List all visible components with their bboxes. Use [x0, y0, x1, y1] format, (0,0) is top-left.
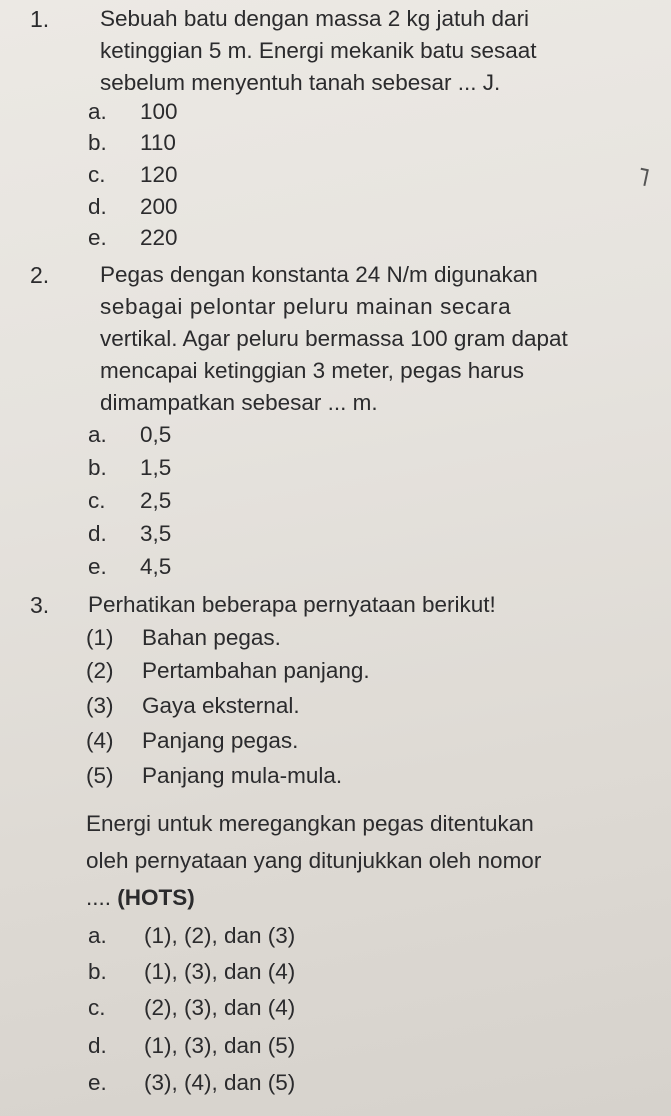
question-intro: Perhatikan beberapa pernyataan berikut! — [88, 592, 496, 617]
answer-option-d[interactable] — [88, 191, 178, 223]
option-letter: d. — [88, 521, 107, 546]
statement-item — [86, 760, 342, 792]
option-letter: c. — [88, 162, 106, 187]
option-text: 110 — [140, 130, 176, 155]
option-text: 0,5 — [140, 422, 172, 447]
answer-option-a[interactable] — [88, 920, 295, 952]
statement-number: (1) — [86, 625, 114, 650]
option-text: 1,5 — [140, 455, 172, 480]
answer-option-b[interactable] — [88, 956, 295, 988]
answer-option-d[interactable] — [88, 1030, 295, 1062]
option-text: 100 — [140, 99, 178, 124]
question-text-line: sebelum menyentuh tanah sebesar ... J. — [100, 70, 501, 95]
answer-option-a[interactable] — [88, 96, 178, 128]
answer-option-e[interactable] — [88, 1067, 295, 1099]
option-text: (2), (3), dan (4) — [144, 995, 296, 1020]
pen-mark — [643, 170, 648, 186]
option-text: 120 — [140, 162, 178, 187]
option-text: 220 — [140, 225, 178, 250]
statement-item — [86, 725, 298, 757]
statement-number: (2) — [86, 658, 114, 683]
option-letter: e. — [88, 225, 107, 250]
option-letter: e. — [88, 1070, 107, 1095]
option-letter: a. — [88, 923, 107, 948]
statement-item — [86, 622, 281, 654]
statement-item — [86, 655, 370, 687]
option-text: 2,5 — [140, 488, 172, 513]
option-letter: e. — [88, 554, 107, 579]
option-letter: b. — [88, 130, 107, 155]
option-letter: d. — [88, 1033, 107, 1058]
question-text-line: mencapai ketinggian 3 meter, pegas harus — [100, 358, 525, 383]
answer-option-e[interactable] — [88, 222, 178, 254]
statement-text: Pertambahan panjang. — [142, 658, 370, 683]
ellipsis: .... — [86, 885, 112, 910]
question-text-line: dimampatkan sebesar ... m. — [100, 390, 378, 415]
question-number: 2. — [30, 262, 50, 288]
answer-option-a[interactable] — [88, 419, 171, 451]
option-text: 200 — [140, 194, 178, 219]
option-text: (1), (2), dan (3) — [144, 923, 296, 948]
question-text-line: oleh pernyataan yang ditunjukkan oleh nomor — [86, 848, 542, 873]
question-text-line: ketinggian 5 m. Energi mekanik batu sesaat — [100, 38, 537, 63]
answer-option-c[interactable] — [88, 159, 178, 191]
option-letter: d. — [88, 194, 107, 219]
option-text: 3,5 — [140, 521, 172, 546]
hots-tag: (HOTS) — [117, 885, 195, 910]
question-text-line — [86, 882, 195, 914]
option-letter: a. — [88, 99, 107, 124]
answer-option-c[interactable] — [88, 485, 171, 517]
question-number: 1. — [30, 6, 50, 32]
question-text-line: Sebuah batu dengan massa 2 kg jatuh dari — [100, 6, 530, 31]
answer-option-e[interactable] — [88, 551, 171, 583]
statement-number: (5) — [86, 763, 114, 788]
statement-text: Panjang pegas. — [142, 728, 299, 753]
statement-number: (3) — [86, 693, 114, 718]
question-number: 3. — [30, 592, 50, 618]
question-text-line: Pegas dengan konstanta 24 N/m digunakan — [100, 262, 538, 287]
question-text-line: vertikal. Agar peluru bermassa 100 gram dapat — [100, 326, 568, 351]
option-text: (1), (3), dan (4) — [144, 959, 296, 984]
answer-option-b[interactable] — [88, 452, 171, 484]
option-text: (1), (3), dan (5) — [144, 1033, 296, 1058]
statement-text: Panjang mula-mula. — [142, 763, 343, 788]
option-letter: b. — [88, 959, 107, 984]
question-text-line: sebagai pelontar peluru mainan secara — [100, 294, 512, 319]
question-text-line: Energi untuk meregangkan pegas ditentukan — [86, 811, 534, 836]
answer-option-d[interactable] — [88, 518, 171, 550]
answer-option-b[interactable] — [88, 127, 176, 159]
answer-option-c[interactable] — [88, 992, 295, 1024]
option-letter: c. — [88, 995, 106, 1020]
option-letter: a. — [88, 422, 107, 447]
option-text: 4,5 — [140, 554, 172, 579]
statement-item — [86, 690, 300, 722]
option-letter: b. — [88, 455, 107, 480]
statement-text: Bahan pegas. — [142, 625, 281, 650]
statement-number: (4) — [86, 728, 114, 753]
option-text: (3), (4), dan (5) — [144, 1070, 296, 1095]
option-letter: c. — [88, 488, 106, 513]
statement-text: Gaya eksternal. — [142, 693, 300, 718]
